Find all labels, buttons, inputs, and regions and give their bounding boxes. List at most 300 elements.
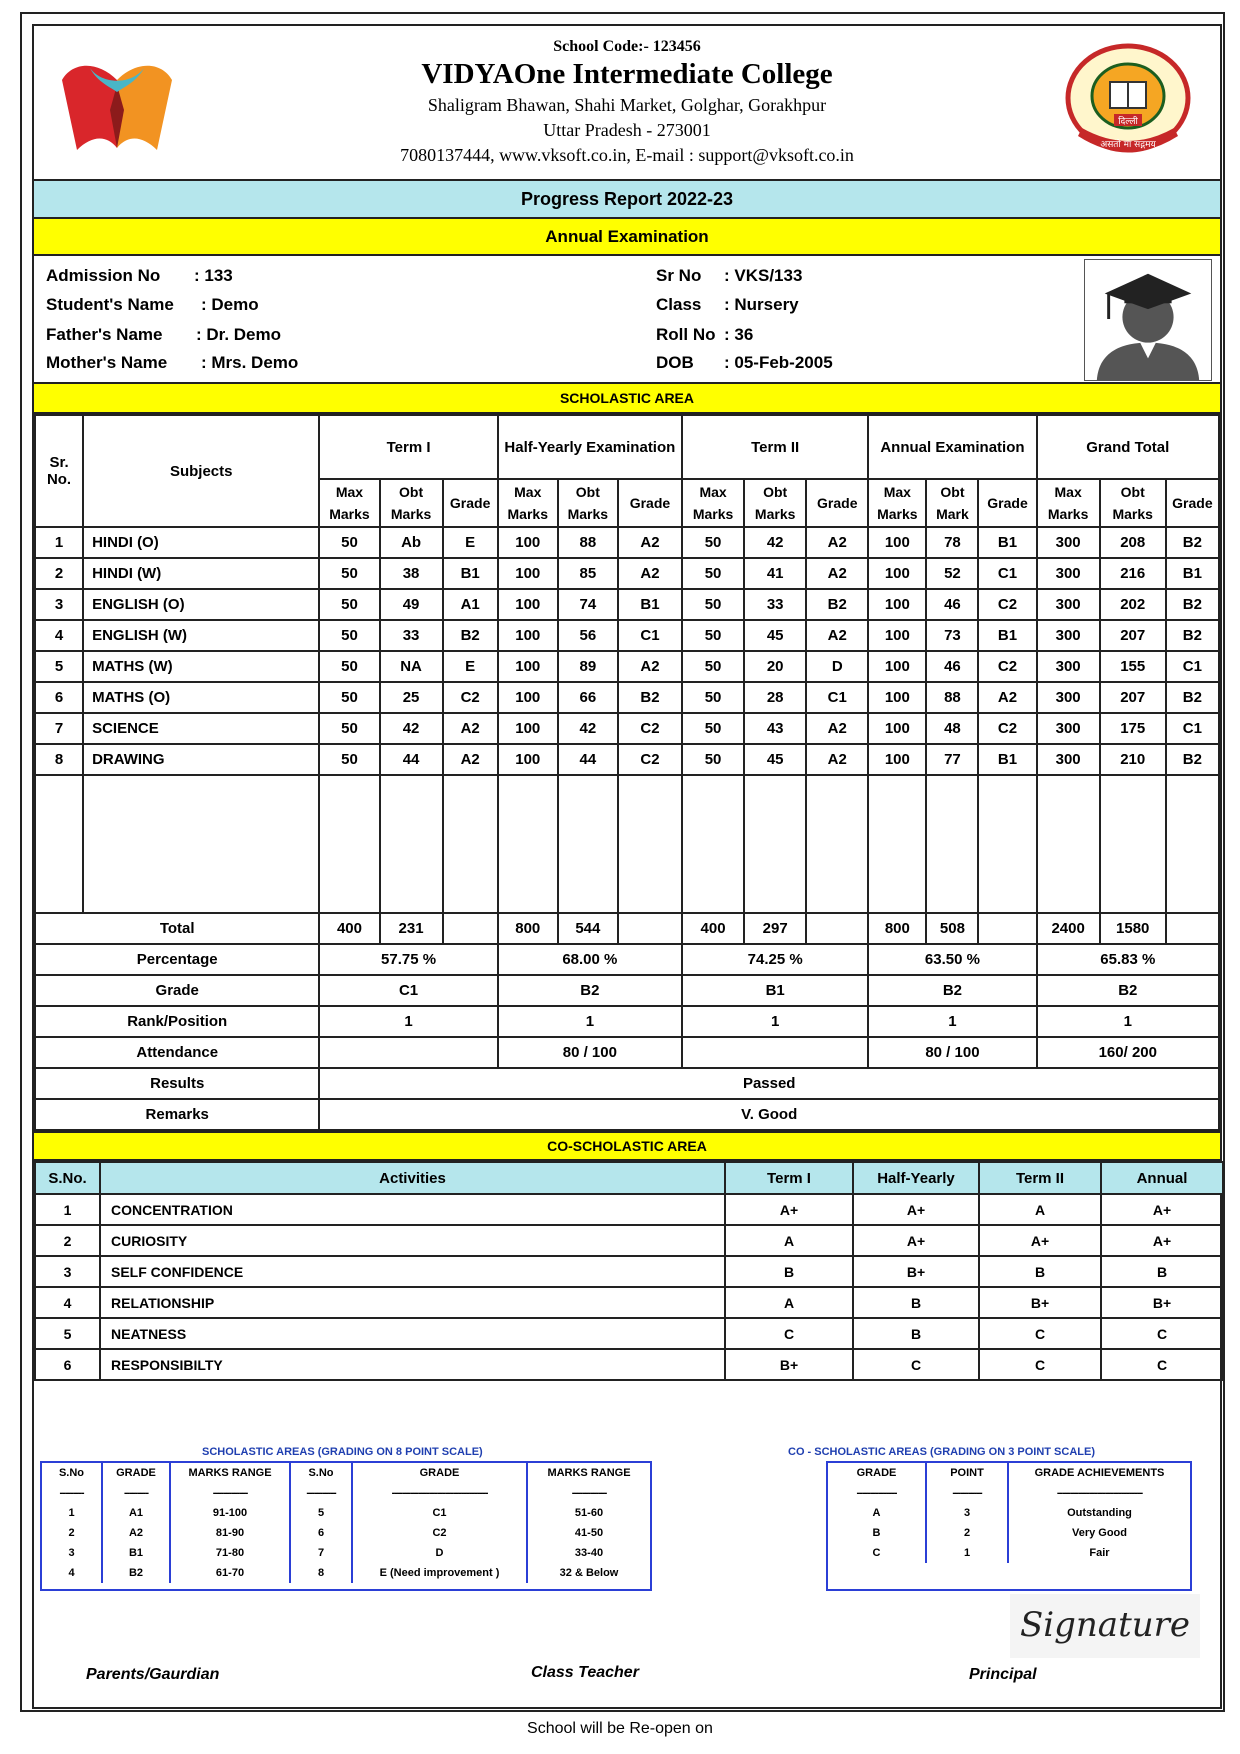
subject-sr-no: 2 (35, 558, 83, 589)
subject-name: HINDI (W) (83, 558, 319, 589)
grade-header: Grade (618, 479, 682, 527)
student-info (34, 256, 1220, 384)
term1-header: Term I (319, 415, 497, 479)
subject-name: ENGLISH (W) (83, 620, 319, 651)
scale3-cell: B (828, 1523, 926, 1543)
mark-cell: C1 (978, 558, 1036, 589)
attendance-cell (682, 1037, 868, 1068)
rank-label: Rank/Position (35, 1006, 319, 1037)
scale8-cell: D (352, 1543, 527, 1563)
activity-grade: B (979, 1256, 1101, 1287)
scale8-header: GRADE (102, 1463, 170, 1483)
co-sno-header: S.No. (35, 1162, 100, 1194)
mark-cell: 73 (926, 620, 978, 651)
mark-cell: A2 (806, 744, 868, 775)
mark-cell: 216 (1100, 558, 1166, 589)
mark-cell: 100 (868, 713, 926, 744)
mark-cell: 42 (744, 527, 806, 558)
mark-cell: D (806, 651, 868, 682)
scale8-row (42, 1543, 650, 1563)
father-name-value: : Dr. Demo (196, 325, 282, 344)
scale3-title: CO - SCHOLASTIC AREAS (GRADING ON 3 POINT SCALE) (788, 1446, 1095, 1458)
mark-cell: 50 (319, 620, 379, 651)
mark-cell: 50 (319, 527, 379, 558)
class-label: Class (656, 295, 702, 314)
scale8-cell: 6 (290, 1523, 352, 1543)
attendance-cell (319, 1037, 497, 1068)
percentage-cell: 57.75 % (319, 944, 497, 975)
activity-name: RELATIONSHIP (100, 1287, 725, 1318)
grade-header: Grade (443, 479, 498, 527)
mark-cell: A2 (618, 558, 682, 589)
scale8-row (42, 1563, 650, 1583)
scale8-cell: 4 (42, 1563, 102, 1583)
remarks-label: Remarks (35, 1099, 319, 1130)
mark-cell: 85 (558, 558, 618, 589)
scale3-cell: 3 (926, 1503, 1008, 1523)
subject-row (35, 713, 1219, 744)
mark-cell: 45 (744, 744, 806, 775)
mark-cell: B1 (978, 620, 1036, 651)
scale8-cell: B2 (102, 1563, 170, 1583)
divider: -------------------------------- (1056, 1487, 1143, 1499)
rank-cell: 1 (868, 1006, 1036, 1037)
total-cell: 400 (682, 913, 744, 944)
scale8-table (40, 1461, 652, 1591)
percentage-row (35, 944, 1219, 975)
activities-header: Activities (100, 1162, 725, 1194)
percentage-cell: 68.00 % (498, 944, 682, 975)
mark-cell: 44 (558, 744, 618, 775)
roll-no-label: Roll No (656, 325, 716, 344)
grade-header: Grade (806, 479, 868, 527)
activity-grade: B+ (1101, 1287, 1223, 1318)
school-header (34, 26, 1220, 181)
activity-grade: A+ (853, 1194, 979, 1225)
activity-name: RESPONSIBILTY (100, 1349, 725, 1380)
scale3-cell: 1 (926, 1543, 1008, 1563)
grade-cell: B2 (868, 975, 1036, 1006)
mark-cell: 100 (498, 651, 558, 682)
mark-cell: 300 (1037, 744, 1100, 775)
scale8-cell: 7 (290, 1543, 352, 1563)
scale8-cell: 91-100 (170, 1503, 290, 1523)
co-term1-header: Term I (725, 1162, 853, 1194)
mark-cell: B2 (618, 682, 682, 713)
mark-cell: 50 (319, 744, 379, 775)
rank-cell: 1 (682, 1006, 868, 1037)
subject-row (35, 589, 1219, 620)
mother-name-value: : Mrs. Demo (201, 353, 299, 372)
mark-cell: 300 (1037, 713, 1100, 744)
mark-cell: 100 (498, 682, 558, 713)
percentage-cell: 65.83 % (1037, 944, 1219, 975)
mark-cell: 100 (498, 589, 558, 620)
school-address-line1: Shaligram Bhawan, Shahi Market, Golghar, Gorakhpur (427, 95, 827, 115)
father-name-label: Father's Name (46, 325, 163, 344)
obt-marks-header: Obt Marks (380, 479, 443, 527)
percentage-cell: 74.25 % (682, 944, 868, 975)
obt-mark-header: Obt Mark (926, 479, 978, 527)
subject-row (35, 527, 1219, 558)
student-name-value: : Demo (201, 295, 259, 314)
mark-cell: 50 (682, 744, 744, 775)
activity-grade: A+ (979, 1225, 1101, 1256)
mark-cell: 300 (1037, 620, 1100, 651)
book-logo-icon (42, 40, 192, 165)
obt-marks-header: Obt Marks (744, 479, 806, 527)
activity-grade: C (1101, 1318, 1223, 1349)
subject-sr-no: 3 (35, 589, 83, 620)
activity-grade: B (725, 1256, 853, 1287)
max-marks-header: Max Marks (498, 479, 558, 527)
activity-grade: A (725, 1225, 853, 1256)
mark-cell: 100 (498, 713, 558, 744)
max-marks-header: Max Marks (1037, 479, 1100, 527)
divider: ----------- (926, 1483, 1008, 1503)
mark-cell: 100 (868, 744, 926, 775)
mark-cell: A2 (806, 527, 868, 558)
mark-cell: 100 (868, 682, 926, 713)
half-yearly-header: Half-Yearly Examination (498, 415, 682, 479)
max-marks-header: Max Marks (868, 479, 926, 527)
mark-cell: 52 (926, 558, 978, 589)
mark-cell: 300 (1037, 527, 1100, 558)
grade-header: Grade (978, 479, 1036, 527)
grade-cell: B2 (1037, 975, 1219, 1006)
activity-row (35, 1225, 1223, 1256)
mark-cell: 66 (558, 682, 618, 713)
principal-signature-label: Principal (969, 1666, 1037, 1683)
divider: ------------- (170, 1483, 290, 1503)
mark-cell: NA (380, 651, 443, 682)
activity-grade: C (1101, 1349, 1223, 1380)
mark-cell: 50 (682, 558, 744, 589)
reopen-note: School will be Re-open on (527, 1720, 713, 1737)
mark-cell: 202 (1100, 589, 1166, 620)
grand-total-header: Grand Total (1037, 415, 1219, 479)
activity-grade: B (853, 1318, 979, 1349)
rank-cell: 1 (1037, 1006, 1219, 1037)
mark-cell: 50 (319, 713, 379, 744)
scale8-cell: C2 (352, 1523, 527, 1543)
mark-cell: 100 (498, 527, 558, 558)
subject-row (35, 558, 1219, 589)
mark-cell: 175 (1100, 713, 1166, 744)
scale8-cell: 2 (42, 1523, 102, 1543)
activity-grade: C (979, 1318, 1101, 1349)
mark-cell: 300 (1037, 682, 1100, 713)
mark-cell: E (443, 651, 498, 682)
mark-cell: B2 (1166, 620, 1219, 651)
total-label: Total (35, 913, 319, 944)
co-annual-header: Annual (1101, 1162, 1223, 1194)
activity-row (35, 1194, 1223, 1225)
attendance-cell: 80 / 100 (498, 1037, 682, 1068)
rank-cell: 1 (319, 1006, 497, 1037)
seal-city: दिल्ली (1118, 117, 1138, 127)
mark-cell: 44 (380, 744, 443, 775)
scale8-cell: A1 (102, 1503, 170, 1523)
school-address-line2: Uttar Pradesh - 273001 (543, 120, 711, 140)
scale8-header: MARKS RANGE (170, 1463, 290, 1483)
activity-grade: A+ (853, 1225, 979, 1256)
attendance-cell: 160/ 200 (1037, 1037, 1219, 1068)
grade-cell: C1 (319, 975, 497, 1006)
scale3-row (828, 1523, 1190, 1543)
mark-cell: 50 (682, 682, 744, 713)
activity-grade: A (979, 1194, 1101, 1225)
scale8-title: SCHOLASTIC AREAS (GRADING ON 8 POINT SCALE) (202, 1446, 483, 1458)
activity-grade: A (725, 1287, 853, 1318)
class-teacher-signature-label: Class Teacher (531, 1664, 639, 1681)
attendance-row (35, 1037, 1219, 1068)
activity-sno: 2 (35, 1225, 100, 1256)
subject-row (35, 682, 1219, 713)
scale3-cell: A (828, 1503, 926, 1523)
grade-row (35, 975, 1219, 1006)
activity-grade: A+ (1101, 1225, 1223, 1256)
mark-cell: B2 (806, 589, 868, 620)
mark-cell: 49 (380, 589, 443, 620)
mark-cell: 207 (1100, 620, 1166, 651)
attendance-label: Attendance (35, 1037, 319, 1068)
mark-cell: 45 (744, 620, 806, 651)
mark-cell: 300 (1037, 558, 1100, 589)
mark-cell: 50 (682, 713, 744, 744)
mark-cell: A2 (978, 682, 1036, 713)
principal-signature (1010, 1594, 1200, 1658)
report-title: Progress Report 2022-23 (34, 181, 1220, 219)
report-frame (32, 24, 1222, 1709)
report-page (20, 12, 1225, 1712)
admission-value: : 133 (194, 266, 233, 285)
mark-cell: C2 (978, 713, 1036, 744)
co-scholastic-table (34, 1161, 1224, 1381)
mark-cell: 88 (926, 682, 978, 713)
subjects-header: Subjects (83, 415, 319, 527)
scale8-cell: B1 (102, 1543, 170, 1563)
activity-grade: B (853, 1287, 979, 1318)
co-half-yearly-header: Half-Yearly (853, 1162, 979, 1194)
mark-cell: 50 (682, 620, 744, 651)
mark-cell: 100 (868, 651, 926, 682)
scale3-row (828, 1543, 1190, 1563)
subject-name: HINDI (O) (83, 527, 319, 558)
subject-sr-no: 8 (35, 744, 83, 775)
co-scholastic-area-title: CO-SCHOLASTIC AREA (34, 1131, 1220, 1161)
scale3-cell: Outstanding (1067, 1507, 1132, 1519)
activity-sno: 6 (35, 1349, 100, 1380)
subject-sr-no: 1 (35, 527, 83, 558)
mark-cell: C1 (806, 682, 868, 713)
scale8-header: S.No (42, 1463, 102, 1483)
mark-cell: B2 (1166, 589, 1219, 620)
admission-label: Admission No (46, 266, 161, 285)
mark-cell: A2 (618, 527, 682, 558)
mark-cell: 42 (558, 713, 618, 744)
activity-grade: A+ (1101, 1194, 1223, 1225)
school-code: School Code:- 123456 (553, 38, 701, 55)
scale3-header: GRADE (828, 1463, 926, 1483)
total-cell: 800 (868, 913, 926, 944)
board-seal-icon (1058, 40, 1198, 160)
scale3-header: POINT (926, 1463, 1008, 1483)
mark-cell: 155 (1100, 651, 1166, 682)
mark-cell: B2 (1166, 527, 1219, 558)
roll-no-value: : 36 (724, 325, 754, 344)
total-cell: 800 (498, 913, 558, 944)
scholastic-marks-table (34, 414, 1220, 1131)
mark-cell: 25 (380, 682, 443, 713)
mark-cell: 42 (380, 713, 443, 744)
mother-name-label: Mother's Name (46, 353, 168, 372)
total-cell: 297 (744, 913, 806, 944)
scale8-cell: 71-80 (170, 1543, 290, 1563)
mark-cell: 20 (744, 651, 806, 682)
scale8-cell: E (Need improvement ) (352, 1563, 527, 1583)
exam-title: Annual Examination (34, 219, 1220, 256)
mark-cell: 78 (926, 527, 978, 558)
max-marks-header: Max Marks (319, 479, 379, 527)
total-cell: 2400 (1037, 913, 1100, 944)
mark-cell: 33 (380, 620, 443, 651)
subject-sr-no: 5 (35, 651, 83, 682)
sr-no-label: Sr No (656, 266, 702, 285)
mark-cell: 46 (926, 651, 978, 682)
mark-cell: 210 (1100, 744, 1166, 775)
mark-cell: 50 (319, 558, 379, 589)
activity-grade: B (1101, 1256, 1223, 1287)
subject-sr-no: 4 (35, 620, 83, 651)
subject-row (35, 651, 1219, 682)
rank-cell: 1 (498, 1006, 682, 1037)
activity-row (35, 1256, 1223, 1287)
mark-cell: 88 (558, 527, 618, 558)
remarks-value: V. Good (319, 1099, 1219, 1130)
mark-cell: C2 (978, 589, 1036, 620)
school-contact: 7080137444, www.vksoft.co.in, E-mail : support@vksoft.co.in (400, 145, 854, 165)
mark-cell: 50 (682, 651, 744, 682)
divider: --------------- (828, 1483, 926, 1503)
grade-header: Grade (1166, 479, 1219, 527)
divider: ----------- (290, 1483, 352, 1503)
mark-cell: 207 (1100, 682, 1166, 713)
subject-sr-no: 7 (35, 713, 83, 744)
annual-header: Annual Examination (868, 415, 1036, 479)
subject-row (35, 744, 1219, 775)
mark-cell: 100 (868, 527, 926, 558)
mark-cell: C1 (618, 620, 682, 651)
mark-cell: 100 (498, 744, 558, 775)
max-marks-header: Max Marks (682, 479, 744, 527)
mark-cell: 208 (1100, 527, 1166, 558)
divider: ------------- (571, 1487, 607, 1499)
results-row (35, 1068, 1219, 1099)
mark-cell: A2 (806, 558, 868, 589)
mark-cell: 50 (319, 651, 379, 682)
divider: ------------------------------------ (352, 1483, 527, 1503)
mark-cell: C2 (978, 651, 1036, 682)
signature-text: Signature (1019, 1605, 1191, 1645)
results-label: Results (35, 1068, 319, 1099)
blank-filler-row (35, 775, 1219, 913)
scale8-cell: 51-60 (574, 1507, 604, 1519)
scale3-header: GRADE ACHIEVEMENTS (1034, 1467, 1165, 1479)
obt-marks-header: Obt Marks (1100, 479, 1166, 527)
percentage-label: Percentage (35, 944, 319, 975)
activity-name: NEATNESS (100, 1318, 725, 1349)
mark-cell: B1 (978, 744, 1036, 775)
parents-signature-label: Parents/Gaurdian (86, 1666, 220, 1683)
dob-value: : 05-Feb-2005 (724, 353, 833, 372)
activity-grade: B+ (979, 1287, 1101, 1318)
scale8-cell: 32 & Below (559, 1567, 619, 1579)
mark-cell: 300 (1037, 589, 1100, 620)
mark-cell: E (443, 527, 498, 558)
mark-cell: A2 (443, 744, 498, 775)
activity-grade: C (979, 1349, 1101, 1380)
subject-sr-no: 6 (35, 682, 83, 713)
activity-row (35, 1318, 1223, 1349)
activity-sno: 3 (35, 1256, 100, 1287)
mark-cell: 100 (498, 558, 558, 589)
mark-cell: 33 (744, 589, 806, 620)
scholastic-area-title: SCHOLASTIC AREA (34, 384, 1220, 414)
mark-cell: C1 (1166, 713, 1219, 744)
scale3-cell: 2 (926, 1523, 1008, 1543)
mark-cell: 74 (558, 589, 618, 620)
mark-cell: 50 (682, 527, 744, 558)
mark-cell: 100 (868, 589, 926, 620)
mark-cell: 77 (926, 744, 978, 775)
scale8-cell: 33-40 (574, 1547, 604, 1559)
total-row (35, 913, 1219, 944)
student-photo-placeholder-icon (1084, 259, 1212, 381)
results-value: Passed (319, 1068, 1219, 1099)
mark-cell: 100 (868, 558, 926, 589)
scale3-table (826, 1461, 1192, 1591)
activity-row (35, 1349, 1223, 1380)
mark-cell: 89 (558, 651, 618, 682)
obt-marks-header: Obt Marks (558, 479, 618, 527)
grade-label: Grade (35, 975, 319, 1006)
activity-sno: 4 (35, 1287, 100, 1318)
mark-cell: C2 (618, 744, 682, 775)
subject-rows (35, 527, 1219, 775)
mark-cell: C2 (618, 713, 682, 744)
mark-cell: 28 (744, 682, 806, 713)
mark-cell: 100 (868, 620, 926, 651)
class-value: : Nursery (724, 295, 799, 314)
co-term2-header: Term II (979, 1162, 1101, 1194)
scale8-cell: 41-50 (574, 1527, 604, 1539)
scale3-cell: C (828, 1543, 926, 1563)
mark-cell: Ab (380, 527, 443, 558)
scale8-cell: 5 (290, 1503, 352, 1523)
mark-cell: 41 (744, 558, 806, 589)
activity-grade: B+ (725, 1349, 853, 1380)
mark-cell: 38 (380, 558, 443, 589)
school-name: VIDYAOne Intermediate College (421, 58, 833, 90)
activity-grade: B+ (853, 1256, 979, 1287)
scale8-row (42, 1503, 650, 1523)
mark-cell: 50 (319, 682, 379, 713)
mark-cell: C1 (1166, 651, 1219, 682)
scale3-cell: Very Good (1071, 1527, 1128, 1539)
grade-cell: B2 (498, 975, 682, 1006)
dob-label: DOB (656, 353, 694, 372)
